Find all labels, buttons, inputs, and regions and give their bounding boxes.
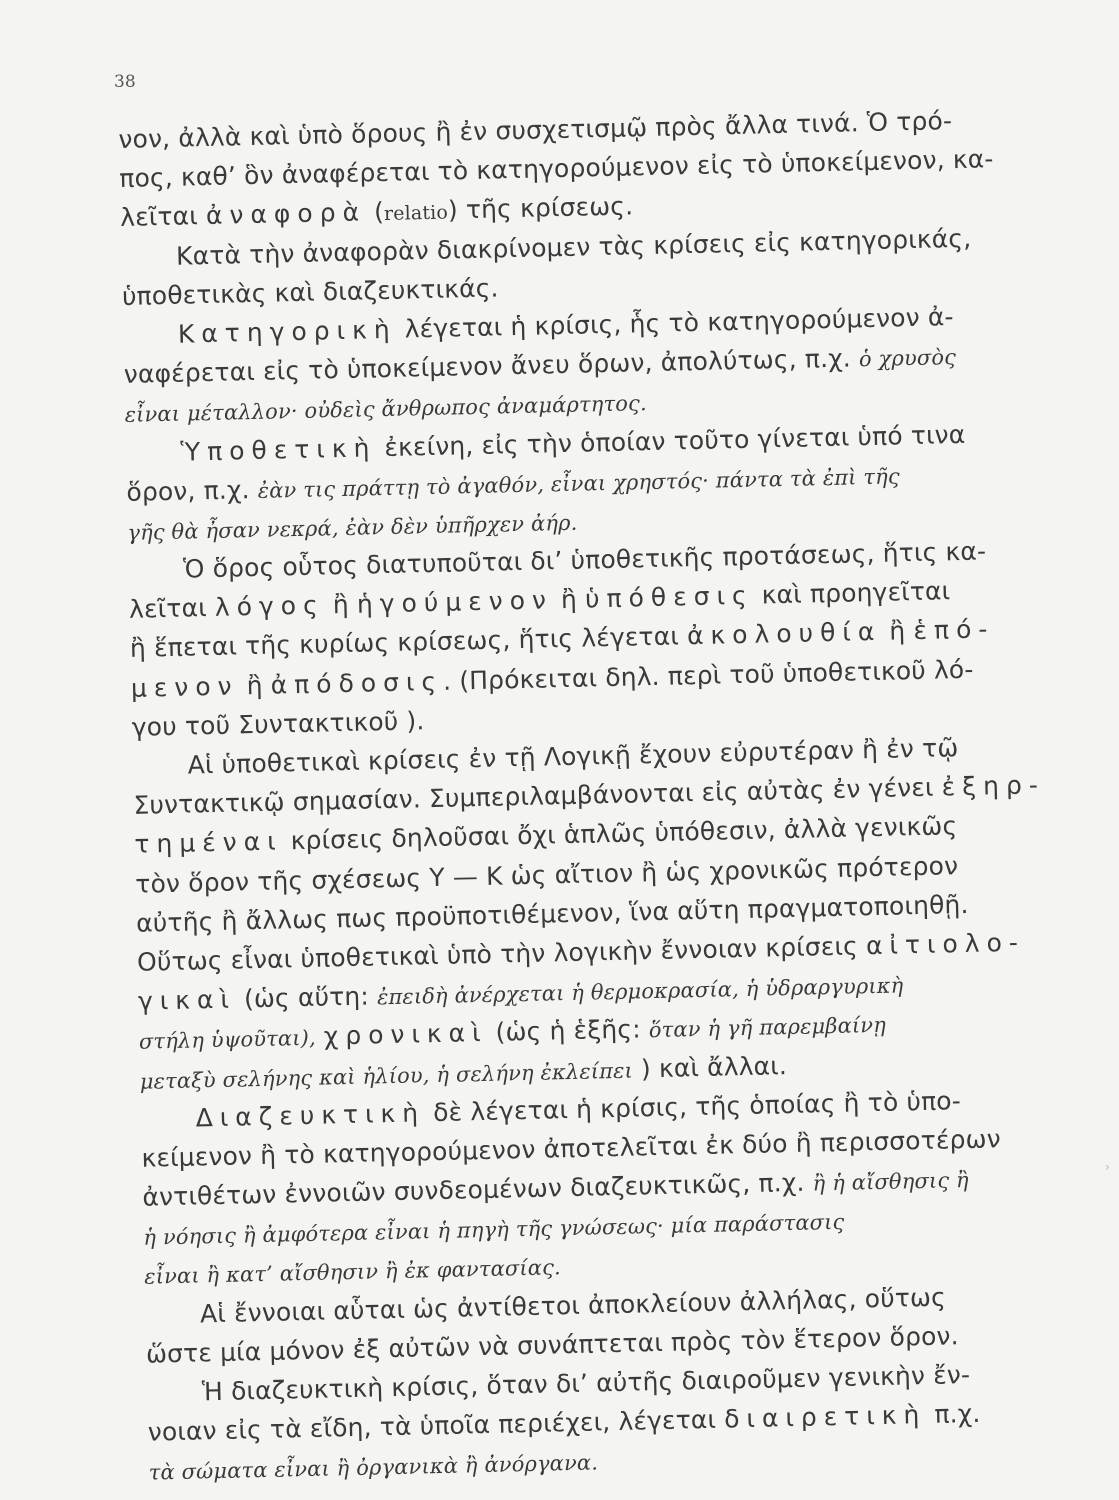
text-segment: Συντακτικῷ σημασίαν. Συμπεριλαμβάνονται εἰς αὐτὰς ἐν γένει xyxy=(133,772,943,821)
spaced-term: ἑπό- xyxy=(913,614,995,646)
spaced-term: ἡγούμενον xyxy=(356,585,554,619)
italic-example: ὅταν ἡ γῆ παρεμβαίνῃ xyxy=(648,1013,887,1043)
text-segment: γου τοῦ Συντακτικοῦ ). xyxy=(131,706,425,742)
text-segment: ὥστε μία μόνον ἐξ αὐτῶν νὰ συνάπτεται πρὸς τὸν ἕτερον ὅρον. xyxy=(145,1321,959,1369)
text-segment: ὅρον, π.χ. xyxy=(126,474,259,507)
text-segment: αὐτῆς ἢ ἄλλως πως προϋποτιθέμενον, ἵνα αὕτη πραγματοποιηθῇ. xyxy=(135,889,969,938)
text-segment: Οὕτως εἶναι ὑποθετικαὶ ὑπὸ τὴν λογικὴν ἔννοιαν κρίσεις xyxy=(136,931,867,977)
spaced-term: χρονικαὶ xyxy=(323,1018,488,1051)
margin-mark: › xyxy=(1105,1160,1110,1174)
spaced-term: λόγος xyxy=(214,590,326,623)
text-segment: ἀντιθέτων ἐννοιῶν συνδεομένων διαζευκτικῶς, π.χ. xyxy=(142,1167,813,1212)
italic-example: ἐπειδὴ ἀνέρχεται ἡ θερμοκρασία, ἡ ὑδραργυρικὴ xyxy=(376,973,904,1010)
text-segment: νοιαν εἰς τὰ εἴδη, τὰ ὑποῖα περιέχει, λέγεται xyxy=(147,1404,725,1447)
text-segment: ναφέρεται εἰς τὸ ὑποκείμενον ἄνευ ὅρων, ἀπολύτως, π.χ. xyxy=(123,343,860,390)
text-segment: πος, καθ’ ὃν ἀναφέρεται τὸ κατηγορούμενον εἰς τὸ ὑποκείμενον, κα- xyxy=(119,144,994,194)
text-segment: δὲ λέγεται ἡ κρίσις, τῆς ὁποίας ἢ τὸ ὑπο- xyxy=(424,1085,962,1127)
text-segment: ἢ xyxy=(324,589,358,620)
text-segment: Αἱ ἔννοιαι αὗται ὡς ἀντίθετοι ἀποκλείουν ἀλλήλας, οὕτως xyxy=(199,1282,947,1329)
spaced-term: ἀκολουθία xyxy=(686,617,882,651)
text-segment: ἢ xyxy=(238,670,272,701)
spaced-term: διαιρετικὴ xyxy=(723,1400,927,1434)
text-segment: Ἡ διαζευκτικὴ κρίσις, ὅταν δι’ αὐτῆς διαιροῦμεν γενικὴν ἔν- xyxy=(201,1359,971,1407)
text-segment: . (Πρόκειται δηλ. περὶ τοῦ ὑποθετικοῦ λό- xyxy=(442,654,974,696)
text-segment: Αἱ ὑποθετικαὶ κρίσεις ἐν τῇ Λογικῇ ἔχουν εὐρυτέραν ἢ ἐν τῷ xyxy=(187,733,959,780)
body-text xyxy=(118,99,1069,1491)
text-segment: ἐκείνη, εἰς τὴν ὁποίαν τοῦτο γίνεται ὑπό τινα xyxy=(376,419,966,462)
spaced-term: Κατηγορικὴ xyxy=(177,314,397,349)
text-segment: ἢ ἕπεται τῆς κυρίως κρίσεως, ἥτις λέγεται xyxy=(129,621,688,664)
text-segment: νον, ἀλλὰ καὶ ὑπὸ ὅρους ἢ ἐν συσχετισμῷ πρὸς ἄλλα τινά. Ὁ τρό- xyxy=(118,106,953,154)
italic-example: στήλη ὑψοῦται), xyxy=(138,1026,317,1055)
spaced-term: μενον xyxy=(130,671,239,703)
spaced-term: ἐξηρ- xyxy=(941,770,1046,802)
spaced-term: τημέναι xyxy=(134,826,283,860)
italic-example: ἢ ἡ αἴσθησις ἢ xyxy=(812,1168,970,1196)
italic-example: μεταξὺ σελήνης καὶ ἡλίου, ἡ σελήνη ἐκλείπει xyxy=(139,1058,634,1094)
text-segment: π.χ. xyxy=(925,1398,981,1430)
text-segment: ) καὶ ἄλλαι. xyxy=(632,1050,788,1084)
italic-example: εἶναι μέταλλον· οὐδεὶς ἄνθρωπος ἀναμάρτητος. xyxy=(124,391,648,428)
spaced-term: ἀπόδοσις xyxy=(270,666,444,700)
text-segment: καὶ προηγεῖται xyxy=(753,576,951,610)
spaced-term: Ὑποθετικὴ xyxy=(180,432,377,467)
text-segment: λεῖται xyxy=(119,201,207,233)
text-segment: ὑποθετικὰς καὶ διαζευκτικάς. xyxy=(121,273,499,311)
text-segment: ) τῆς κρίσεως. xyxy=(447,191,634,225)
spaced-term: Διαζευκτικὴ xyxy=(195,1097,426,1133)
text-segment: λεῖται xyxy=(128,593,216,625)
text-segment: λέγεται ἡ κρίσις, ἧς τὸ κατηγορούμενον ἀ- xyxy=(396,302,954,344)
italic-example: ἐὰν τις πράττῃ τὸ ἀγαθόν, εἶναι χρηστός· πάντα τὰ ἐπὶ τῆς xyxy=(257,464,901,503)
text-segment: ( xyxy=(365,197,385,227)
spaced-term: ἀναφορὰ xyxy=(205,197,367,231)
text-segment: (ὡς αὕτη: xyxy=(235,981,378,1014)
text-segment: ἢ xyxy=(880,616,914,647)
spaced-term: γικαὶ xyxy=(137,984,237,1016)
italic-example: τὰ σώματα εἶναι ἢ ὀργανικὰ ἢ ἀνόργανα. xyxy=(148,1450,599,1486)
spaced-term: αἰτιολο- xyxy=(865,927,1026,961)
text-segment: κείμενον ἢ τὸ κατηγορούμενον ἀποτελεῖται ἐκ δύο ἢ περισσοτέρων xyxy=(141,1124,1002,1173)
italic-example: ἡ νόησις ἢ ἀμφότερα εἶναι ἡ πηγὴ τῆς γνώσεως· μία παράστασις xyxy=(143,1210,845,1250)
italic-example: ὁ χρυσὸς xyxy=(858,345,957,372)
text-segment: ἢ xyxy=(552,584,586,615)
text-segment: (ὡς ἡ ἑξῆς: xyxy=(487,1014,650,1048)
text-segment: Ὁ ὅρος οὗτος διατυποῦται δι’ ὑποθετικῆς προτάσεως, ἥτις κα- xyxy=(182,536,987,584)
italic-example: εἶναι ἢ κατ’ αἴσθησιν ἢ ἐκ φαντασίας. xyxy=(143,1255,562,1290)
text-segment: relatio xyxy=(383,201,449,226)
text-segment: κρίσεις δηλοῦσαι ὄχι ἁπλῶς ὑπόθεσιν, ἀλλὰ γενικῶς xyxy=(282,811,958,856)
italic-example: γῆς θὰ ἦσαν νεκρά, ἐὰν δὲν ὑπῆρχεν ἀήρ. xyxy=(127,510,578,545)
text-segment: Κατὰ τὴν ἀναφορὰν διακρίνομεν τὰς κρίσεις εἰς κατηγορικάς, xyxy=(175,223,972,271)
spaced-term: ὑπόθεσις xyxy=(584,580,754,614)
page-number: 38 xyxy=(114,72,136,92)
text-segment: τὸν ὅρον τῆς σχέσεως Υ — Κ ὡς αἴτιον ἢ ὡς χρονικῶς πρότερον xyxy=(135,850,959,899)
